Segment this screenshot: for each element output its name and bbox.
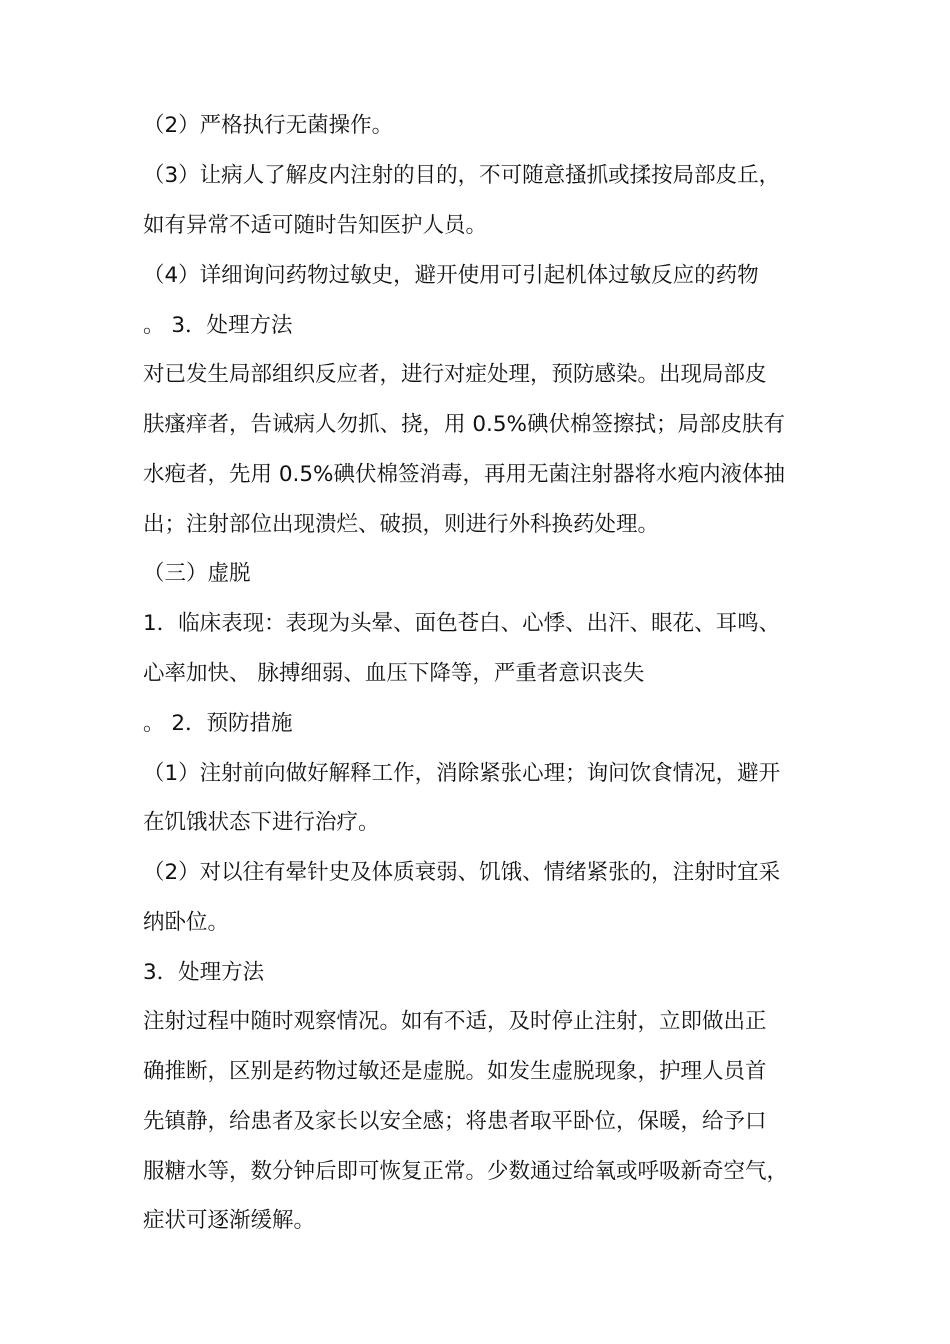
- text-line: 在饥饿状态下进行治疗。: [143, 810, 380, 835]
- section-heading: 。 2．预防措施: [143, 711, 293, 736]
- text-line: 出；注射部位出现溃烂、破损，则进行外科换药处理。: [143, 512, 660, 537]
- text-line: （4）详细询问药物过敏史，避开使用可引起机体过敏反应的药物: [143, 263, 759, 288]
- text-line: 对已发生局部组织反应者，进行对症处理，预防感染。出现局部皮: [143, 362, 767, 387]
- text-line: （1）注射前向做好解释工作，消除紧张心理；询问饮食情况，避开: [143, 761, 781, 786]
- section-heading: 。 3．处理方法: [143, 313, 293, 338]
- text-line: （2）严格执行无菌操作。: [143, 113, 394, 138]
- text-line: 1．临床表现：表现为头晕、面色苍白、心悸、出汗、眼花、耳鸣、: [143, 611, 781, 636]
- text-line: 水疱者，先用 0.5%碘伏棉签消毒，再用无菌注射器将水疱内液体抽: [143, 462, 785, 487]
- text-line: 纳卧位。: [143, 910, 230, 935]
- text-line: （3）让病人了解皮内注射的目的，不可随意搔抓或揉按局部皮丘，: [143, 163, 781, 188]
- section-heading: 3．处理方法: [143, 960, 265, 985]
- section-heading: （三）虚脱: [143, 561, 251, 586]
- text-line: 心率加快、 脉搏细弱、血压下降等，严重者意识丧失: [143, 661, 645, 686]
- text-line: 确推断，区别是药物过敏还是虚脱。如发生虚脱现象，护理人员首: [143, 1059, 767, 1084]
- text-line: 服糖水等，数分钟后即可恢复正常。少数通过给氧或呼吸新奇空气，: [143, 1159, 789, 1184]
- text-line: 症状可逐渐缓解。: [143, 1208, 316, 1233]
- text-line: （2）对以往有晕针史及体质衰弱、饥饿、情绪紧张的，注射时宜采: [143, 860, 781, 885]
- text-line: 先镇静，给患者及家长以安全感；将患者取平卧位，保暖，给予口: [143, 1109, 767, 1134]
- text-line: 肤瘙痒者，告诫病人勿抓、挠，用 0.5%碘伏棉签擦拭；局部皮肤有: [143, 412, 785, 437]
- text-line: 注射过程中随时观察情况。如有不适，及时停止注射，立即做出正: [143, 1009, 767, 1034]
- text-line: 如有异常不适可随时告知医护人员。: [143, 213, 488, 238]
